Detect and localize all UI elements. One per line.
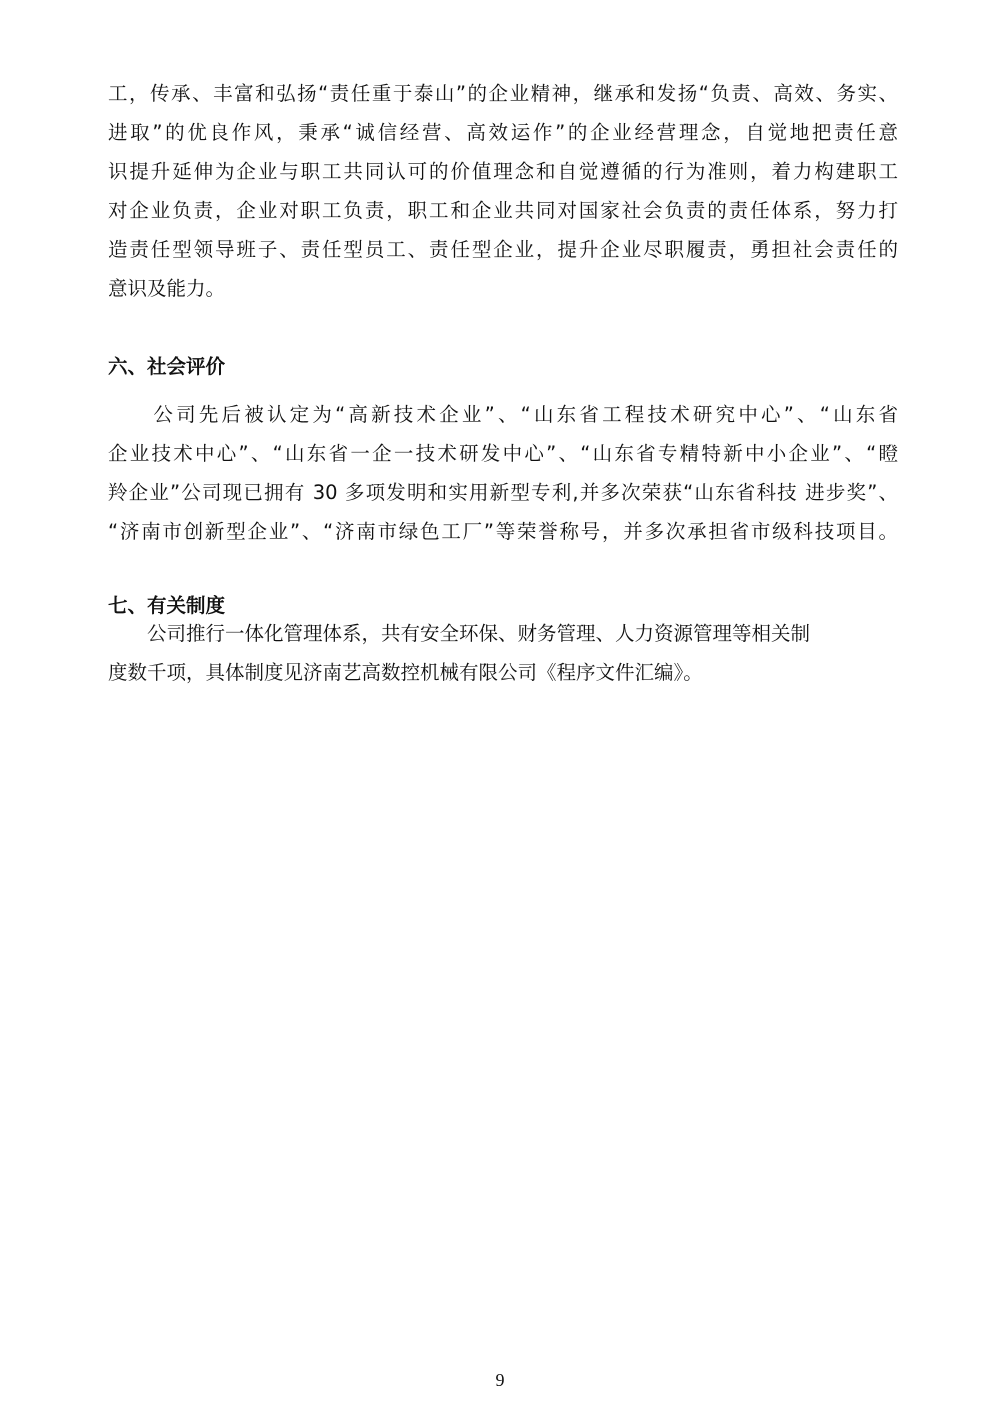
paragraph-line: 进取”的优良作风，秉承“诚信经营、高效运作”的企业经营理念，自觉地把责任意 — [108, 121, 898, 144]
paragraph-line: 意识及能力。 — [108, 277, 226, 300]
paragraph-line: “济南市创新型企业”、“济南市绿色工厂”等荣誉称号，并多次承担省市级科技项目。 — [108, 520, 898, 543]
paragraph-line: 对企业负责，企业对职工负责，职工和企业共同对国家社会负责的责任体系，努力打 — [108, 199, 898, 222]
paragraph-line: 识提升延伸为企业与职工共同认可的价值理念和自觉遵循的行为准则，着力构建职工 — [108, 160, 898, 183]
paragraph-line: 度数千项，具体制度见济南艺高数控机械有限公司《程序文件汇编》。 — [108, 661, 703, 684]
paragraph-line: 羚企业”公司现已拥有 30 多项发明和实用新型专利,并多次荣获“山东省科技 进步奖”、 — [108, 481, 898, 504]
paragraph-line: 工，传承、丰富和弘扬“责任重于泰山”的企业精神，继承和发扬“负责、高效、务实、 — [108, 82, 898, 105]
section-heading-related-systems: 七、有关制度 — [108, 594, 226, 617]
paragraph-line: 企业技术中心”、“山东省一企一技术研发中心”、“山东省专精特新中小企业”、“瞪 — [108, 442, 898, 465]
paragraph-line: 造责任型领导班子、责任型员工、责任型企业，提升企业尽职履责，勇担社会责任的 — [108, 238, 898, 261]
paragraph-line: 公司推行一体化管理体系，共有安全环保、财务管理、人力资源管理等相关制 — [108, 622, 811, 645]
paragraph-line: 公司先后被认定为“高新技术企业”、“山东省工程技术研究中心”、“山东省 — [108, 403, 898, 426]
section-heading-social-evaluation: 六、社会评价 — [108, 355, 226, 378]
page-number: 9 — [495, 1370, 505, 1390]
